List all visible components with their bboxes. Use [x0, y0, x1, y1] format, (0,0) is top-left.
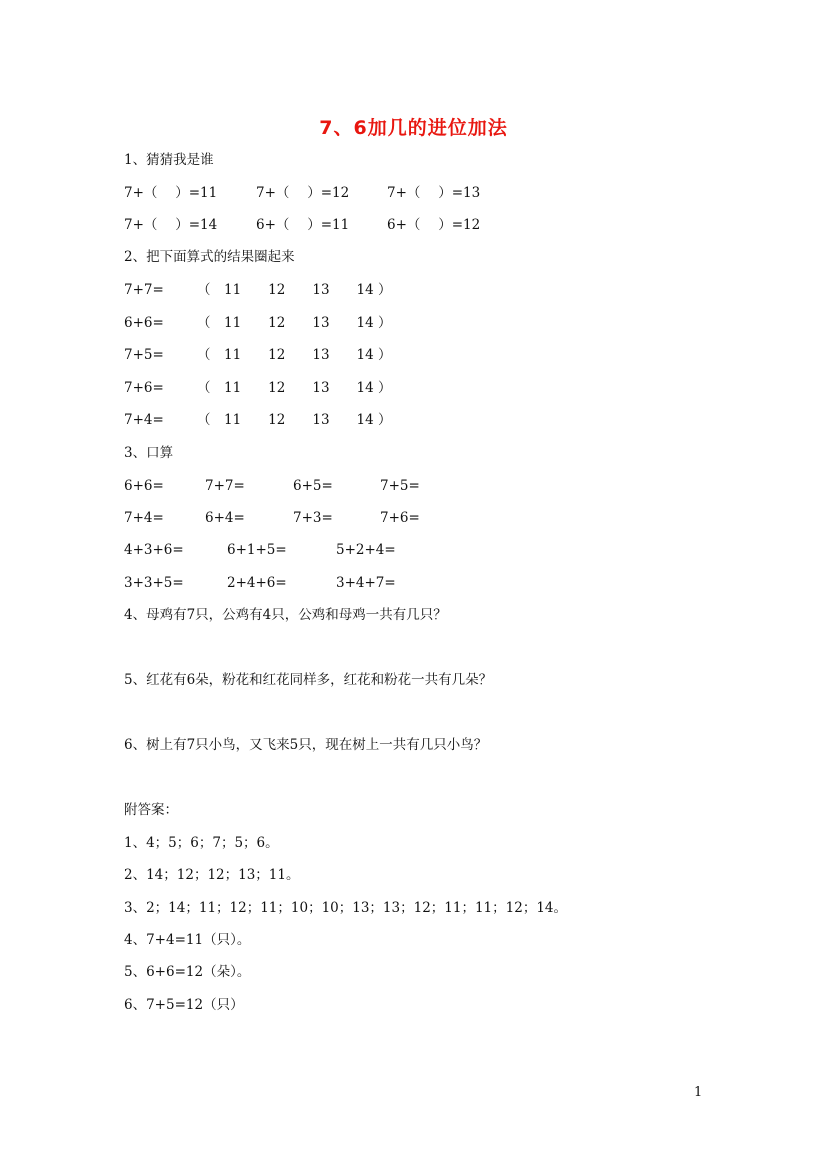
oral-calc-item: 2+4+6= — [227, 575, 287, 591]
guess-item: 7+（ ）=13 — [387, 185, 481, 201]
word-problem-6: 6、树上有7只小鸟，又飞来5只，现在树上一共有几只小鸟？ — [124, 737, 488, 753]
circle-options: （ 11 12 13 14 ） — [197, 282, 392, 298]
circle-expr: 6+6= — [124, 315, 164, 331]
oral-calc-item: 6+5= — [293, 478, 333, 494]
answers-heading: 附答案： — [124, 802, 178, 818]
oral-calc-item: 7+6= — [380, 510, 420, 526]
guess-item: 7+（ ）=11 — [124, 185, 218, 201]
guess-item: 7+（ ）=14 — [124, 217, 218, 233]
guess-item: 7+（ ）=12 — [256, 185, 350, 201]
answer-item: 5、6+6=12（朵）。 — [124, 964, 251, 980]
oral-calc-item: 7+5= — [380, 478, 420, 494]
section-3-heading: 3、口算 — [124, 445, 174, 461]
answer-item: 3、2；14；11；12；11；10；10；13；13；12；11；11；12；14。 — [124, 900, 567, 916]
page-title: 7、6加几的进位加法 — [319, 117, 508, 139]
oral-calc-item: 4+3+6= — [124, 542, 184, 558]
oral-calc-item: 6+4= — [205, 510, 245, 526]
circle-expr: 7+4= — [124, 412, 164, 428]
oral-calc-item: 6+6= — [124, 478, 164, 494]
word-problem-4: 4、母鸡有7只，公鸡有4只，公鸡和母鸡一共有几只？ — [124, 607, 447, 623]
section-2-heading: 2、把下面算式的结果圈起来 — [124, 249, 295, 265]
answer-item: 1、4；5；6；7；5；6。 — [124, 835, 279, 851]
circle-options: （ 11 12 13 14 ） — [197, 412, 392, 428]
page-number: 1 — [694, 1085, 703, 1100]
oral-calc-item: 6+1+5= — [227, 542, 287, 558]
circle-expr: 7+7= — [124, 282, 164, 298]
circle-options: （ 11 12 13 14 ） — [197, 315, 392, 331]
word-problem-5: 5、红花有6朵，粉花和红花同样多，红花和粉花一共有几朵？ — [124, 672, 493, 688]
guess-item: 6+（ ）=11 — [256, 217, 350, 233]
oral-calc-item: 5+2+4= — [336, 542, 396, 558]
answer-item: 6、7+5=12（只） — [124, 997, 244, 1013]
circle-expr: 7+5= — [124, 347, 164, 363]
oral-calc-item: 3+4+7= — [336, 575, 396, 591]
oral-calc-item: 3+3+5= — [124, 575, 184, 591]
circle-expr: 7+6= — [124, 380, 164, 396]
oral-calc-item: 7+3= — [293, 510, 333, 526]
guess-item: 6+（ ）=12 — [387, 217, 481, 233]
circle-options: （ 11 12 13 14 ） — [197, 347, 392, 363]
section-1-heading: 1、猜猜我是谁 — [124, 152, 214, 168]
circle-options: （ 11 12 13 14 ） — [197, 380, 392, 396]
answer-item: 4、7+4=11（只）。 — [124, 932, 251, 948]
answer-item: 2、14；12；12；13；11。 — [124, 867, 300, 883]
oral-calc-item: 7+4= — [124, 510, 164, 526]
oral-calc-item: 7+7= — [205, 478, 245, 494]
